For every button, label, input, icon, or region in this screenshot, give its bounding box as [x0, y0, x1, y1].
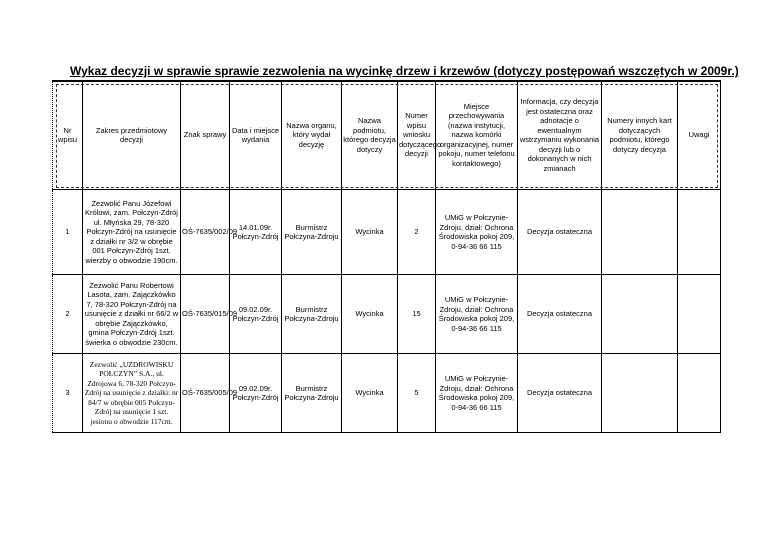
- cell-numery: [602, 275, 678, 354]
- header-row: [53, 81, 721, 190]
- header-uwagi: Uwagi: [678, 81, 721, 190]
- cell-znak: OŚ-7635/002/09: [181, 190, 230, 275]
- cell-informacja: Decyzja ostateczna: [518, 275, 602, 354]
- cell-informacja: Decyzja ostateczna: [518, 354, 602, 433]
- cell-uwagi: [678, 190, 721, 275]
- cell-organ: Burmistrz Połczyna-Zdroju: [282, 275, 342, 354]
- header-data: Data i miejsce wydania: [230, 81, 282, 190]
- cell-nr: 2: [53, 275, 83, 354]
- cell-nr: 1: [53, 190, 83, 275]
- cell-uwagi: [678, 275, 721, 354]
- header-nr: Nr wpisu: [53, 81, 83, 190]
- table-row: [53, 354, 721, 433]
- table-row: [53, 275, 721, 354]
- cell-zakres: Zezwolić Panu Robertowi Lasota, zam. Zajączkówko 7, 78-320 Połczyn-Zdrój na usunięcie z działki nr 66/2 w obrębie Zajączkówko, gmina Połczyn-Zdrój 1szt. świerka o obwodzie 230cm.: [83, 275, 181, 354]
- cell-data: 09.02.09r. Połczyn-Zdrój: [230, 354, 282, 433]
- cell-znak: OŚ-7635/005/09: [181, 354, 230, 433]
- cell-numer: 5: [398, 354, 436, 433]
- header-znak: Znak sprawy: [181, 81, 230, 190]
- cell-znak: OŚ-7635/015/09: [181, 275, 230, 354]
- cell-nazwa: Wycinka: [342, 190, 398, 275]
- header-organ: Nazwa organu, który wydał decyzję: [282, 81, 342, 190]
- cell-miejsce: UMiG w Połczynie-Zdroju, dział: Ochrona Środowiska pokoj 209, 0-94-36 66 115: [436, 275, 518, 354]
- cell-miejsce: UMiG w Połczynie-Zdroju, dział: Ochrona Środowiska pokoj 209, 0-94-36 66 115: [436, 354, 518, 433]
- cell-organ: Burmistrz Połczyna-Zdroju: [282, 190, 342, 275]
- cell-nazwa: Wycinka: [342, 354, 398, 433]
- cell-zakres: Zezwolić „UZDROWISKU POŁCZYN” S.A., ul. Zdrojowa 6, 78-320 Połczyn-Zdrój na usunięcie z działki: nr 84/7 w obrębie 005 Połczyn-Zdrój na usunięcie 1 szt. jesionu o obwodzie 117cm.: [83, 354, 181, 433]
- cell-nr: 3: [53, 354, 83, 433]
- decisions-table: [52, 80, 721, 433]
- cell-numery: [602, 354, 678, 433]
- header-numery: Numery innych kart dotyczących podmiotu, którego dotyczy decyzja: [602, 81, 678, 190]
- cell-zakres: Zezwolić Panu Józefowi Królowi, zam. Połczyn-Zdrój ul. Młyńska 29, 78-320 Połczyn-Zdrój na usunięcie z działki nr 3/2 w obrębie 001 Połczyn-Zdrój 1szt. wierzby o obwodzie 190cm.: [83, 190, 181, 275]
- cell-uwagi: [678, 354, 721, 433]
- cell-organ: Burmistrz Połczyna-Zdroju: [282, 354, 342, 433]
- header-zakres: Zakres przedmiotowy decyzji: [83, 81, 181, 190]
- cell-data: 14.01.09r. Połczyn-Zdrój: [230, 190, 282, 275]
- cell-numery: [602, 190, 678, 275]
- cell-miejsce: UMiG w Połczynie-Zdroju, dział: Ochrona Środowiska pokoj 209, 0-94-36 66 115: [436, 190, 518, 275]
- header-miejsce: Miejsce przechowywania (nazwa instytucji, nazwa komórki organizacyjnej, numer pokoju, numer telefonu kontaktowego): [436, 81, 518, 190]
- header-informacja: Informacja, czy decyzja jest ostateczna oraz adnotacje o ewentualnym wstrzymaniu wykonania decyzji lub o dokonanych w nich zmianach: [518, 81, 602, 190]
- cell-data: 09.02.09r. Połczyn-Zdrój: [230, 275, 282, 354]
- document-title: Wykaz decyzji w sprawie sprawie zezwolenia na wycinkę drzew i krzewów (dotyczy postępowań wszczętych w 2009r.): [70, 64, 739, 78]
- header-nazwa: Nazwa podmiotu, którego decyzja dotyczy: [342, 81, 398, 190]
- header-numer: Numer wpisu wniosku dotyczącego decyzji: [398, 81, 436, 190]
- cell-informacja: Decyzja ostateczna: [518, 190, 602, 275]
- cell-nazwa: Wycinka: [342, 275, 398, 354]
- table-row: [53, 190, 721, 275]
- cell-numer: 15: [398, 275, 436, 354]
- cell-numer: 2: [398, 190, 436, 275]
